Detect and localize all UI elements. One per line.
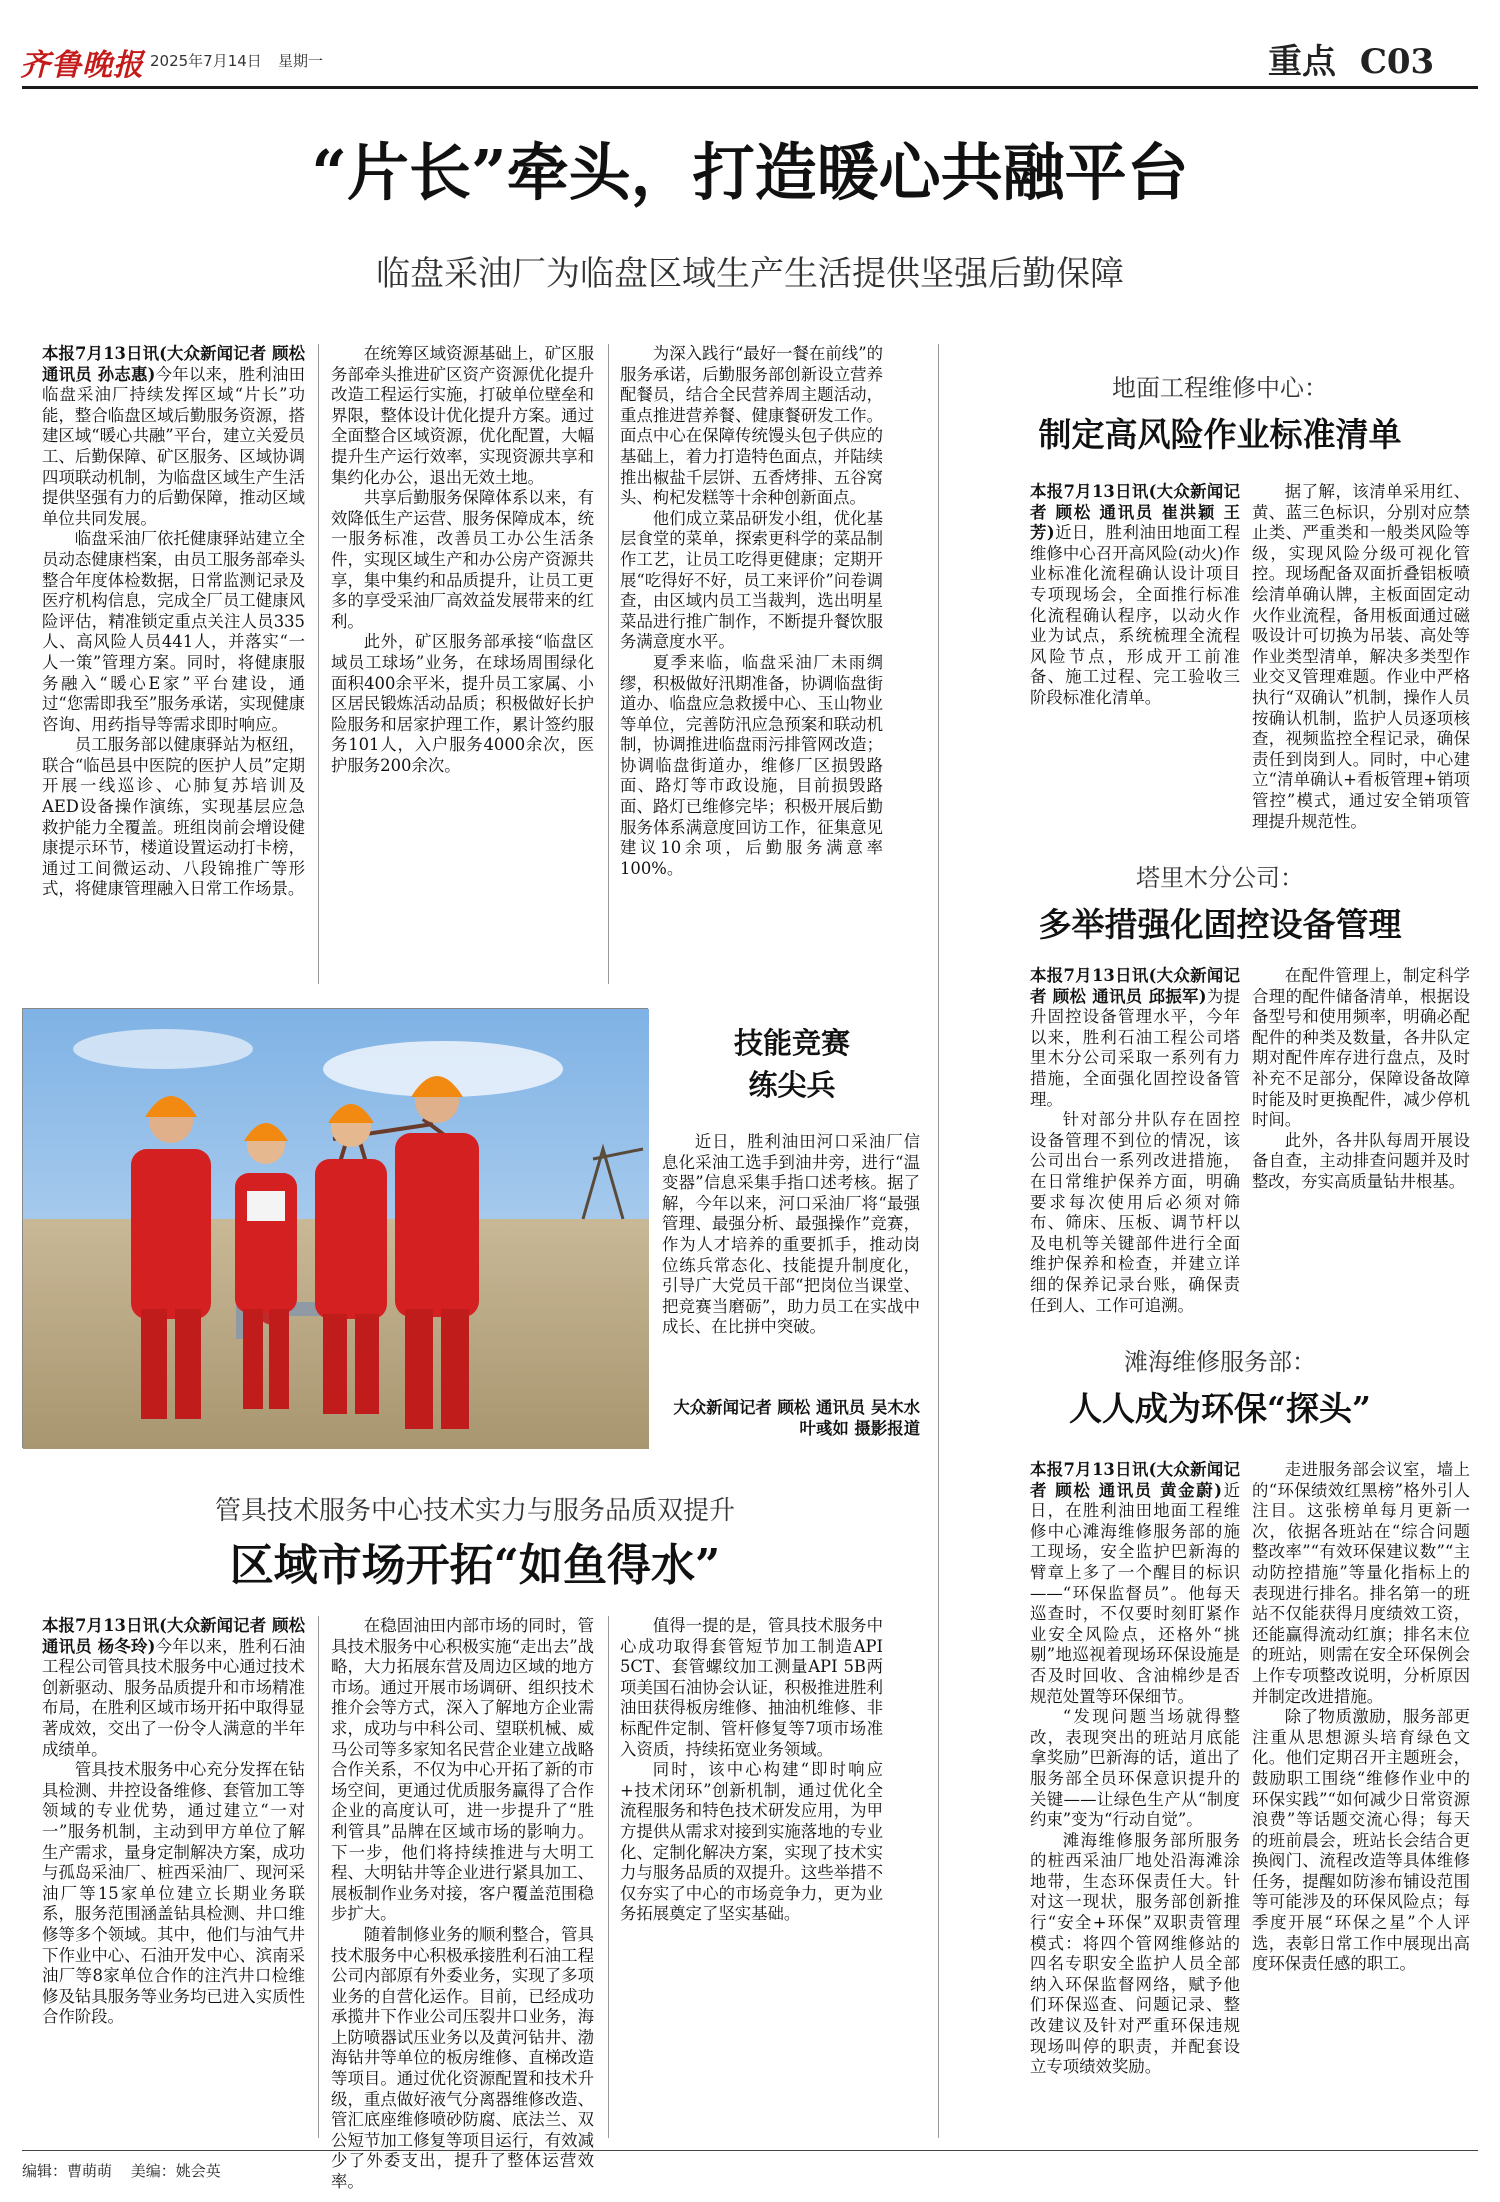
r1-col1	[1030, 482, 1240, 842]
pipe-col1	[42, 1616, 305, 2138]
pipe-headline: 区域市场开拓“如鱼得水”	[229, 1540, 721, 1591]
right-rail-divider	[938, 344, 939, 2138]
main-article-col3	[620, 344, 883, 984]
r2-kicker: 塔里木分公司：	[1136, 864, 1304, 892]
issue-weekday: 星期一	[278, 52, 324, 70]
r2-para-2: 在配件管理上，制定科学合理的配件储备清单，根据设备型号和使用频率，明确必配配件的种类及数量，各井队定期对配件库存进行盘点，及时补充不足部分，保障设备故障时能及时更换配件，减少停机时间。	[1252, 966, 1470, 1130]
footer-credits	[22, 2160, 221, 2181]
oilfield-workers-photo	[23, 1009, 649, 1449]
r2-para-1: 针对部分井队存在固控设备管理不到位的情况，该公司出台一系列改进措施，在日常维护保养方面，明确要求每次使用后必须对筛布、筛床、压板、调节杆以及电机等关键部件进行全面维护保养和检查，并建立详细的保养记录台账，确保责任到人、工作可追溯。	[1030, 1110, 1240, 1315]
pipe-para-2: 在稳固油田内部市场的同时，管具技术服务中心积极实施“走出去”战略，大力拓展东营及周边区域的地方市场。通过开展市场调研、组织技术推介会等方式，深入了解地方企业需求，成功与中科公司、望联机械、威马公司等多家知名民营企业建立战略合作关系，不仅为中心开拓了新的市场空间，更通过优质服务赢得了合作企业的高度认可，进一步提升了“胜利管具”品牌在区域市场的影响力。下一步，他们将持续推进与大明工程、大明钻井等企业进行紧具加工、展板制作业务对接，客户覆盖范围稳步扩大。	[331, 1616, 594, 1924]
photo-credit	[662, 1398, 920, 1442]
main-para-4: 共享后勤服务保障体系以来，有效降低生产运营、服务保障成本，统一服务标准，改善员工办公生活条件，实现区域生产和办公房产资源共享，集中集约和品质提升，让员工更多的享受采油厂高效益发展带来的红利。	[331, 488, 594, 631]
r2-col2	[1252, 966, 1470, 1312]
main-subheadline: 临盘采油厂为临盘区域生产生活提供坚强后勤保障	[376, 254, 1124, 294]
r1-headline: 制定高风险作业标准清单	[1038, 415, 1402, 454]
masthead-logo: 齐鲁晚报	[20, 48, 144, 83]
r2-para-3: 此外，各井队每周开展设备自查，主动排查问题并及时整改，夯实高质量钻井根基。	[1252, 1130, 1470, 1191]
main-para-0: 今年以来，胜利油田临盘采油厂持续发挥区域“片长”功能，整合临盘区域后勤服务资源，搭建区域“暖心共融”平台，建立关爱员工、后勤保障、矿区服务、区域协调四项联动机制，为临盘区域生产生活提供坚强有力的后勤保障，推动区域单位共同发展。	[42, 364, 306, 528]
pipe-para-4: 值得一提的是，管具技术服务中心成功取得套管短节加工制造API 5CT、套管螺纹加工测量API 5B两项美国石油协会认证，积极推进胜利油田获得板房维修、抽油机维修、非标配件定制、管杆修复等7项市场准入资质，持续拓宽业务领域。	[620, 1616, 883, 1759]
photo-title-line2: 练尖兵	[748, 1068, 836, 1102]
r2-headline: 多举措强化固控设备管理	[1038, 905, 1402, 944]
main-para-8: 夏季来临，临盘采油厂未雨绸缪，积极做好汛期准备，协调临盘街道办、临盘应急救援中心、玉山物业等单位，完善防汛应急预案和联动机制，协调推进临盘雨污排管网改造；协调临盘街道办，维修厂区损毁路面、路灯等市政设施，目前损毁路面、路灯已维修完毕；积极开展后勤服务体系满意度回访工作，征集意见建议10余项，后勤服务满意率100%。	[620, 652, 883, 878]
photo-title-line1: 技能竞赛	[733, 1026, 850, 1060]
r3-para-2: 滩海维修服务部所服务的桩西采油厂地处沿海滩涂地带，生态环保责任大。针对这一现状，服务部创新推行“安全+环保”双职责管理模式：将四个管网维修站的四名专职安全监护人员全部纳入环保监督网络，赋予他们环保巡查、问题记录、整改建议及针对严重环保违规现场叫停的职责，并配套设立专项绩效奖励。	[1030, 1830, 1240, 2077]
footer-rule	[22, 2150, 1478, 2151]
photo-credit-text: 大众新闻记者 顾松 通讯员 吴木水 叶彧如 摄影报道	[673, 1398, 920, 1438]
photo-title	[672, 1022, 912, 1106]
r3-col1	[1030, 1460, 1240, 2138]
masthead-rule	[22, 86, 1478, 89]
main-headline: “片长”牵头，打造暖心共融平台	[311, 136, 1189, 209]
photo-caption-text: 近日，胜利油田河口采油厂信息化采油工选手到油井旁，进行“温变器”信息采集手指口述考核。据了解，今年以来，河口采油厂将“最强管理、最强分析、最强操作”竞赛，作为人才培养的重要抓手，推动岗位练兵常态化、技能提升制度化，引导广大党员干部“把岗位当课堂、把竞赛当磨砺”，助力员工在实战中成长、在比拼中突破。	[662, 1132, 920, 1337]
r1-col2	[1252, 482, 1470, 842]
r2-byline: 本报7月13日讯(大众新闻记者 顾松 通讯员 邱振军)	[1030, 966, 1240, 1006]
r3-para-0: 近日，在胜利油田地面工程维修中心滩海维修服务部的施工现场，安全监护巴新海的臂章上多了一个醒目的标识——“环保监督员”。他每天巡查时，不仅要时刻盯紧作业安全风险点，还格外“挑剔”地巡视着现场环保设施是否及时回收、含油棉纱是否规范处置等环保细节。	[1030, 1480, 1241, 1706]
footer-editor: 编辑：曹萌萌	[22, 2162, 113, 2180]
main-para-3: 在统筹区域资源基础上，矿区服务部牵头推进矿区资产资源优化提升改造工程运行实施，打破单位壁垒和界限，整体设计优化提升方案。通过全面整合区域资源，优化配置，大幅提升生产运行效率，实现资源共享和集约化办公，退出无效土地。	[331, 344, 594, 487]
r1-byline: 本报7月13日讯(大众新闻记者 顾松 通讯员 崔洪颖 王芳)	[1030, 482, 1240, 543]
r1-kicker: 地面工程维修中心：	[1112, 374, 1328, 402]
r3-para-1: “发现问题当场就得整改，表现突出的班站月底能拿奖励”巴新海的话，道出了服务部全员环保意识提升的关键——让绿色生产从“制度约束”变为“行动自觉”。	[1030, 1707, 1240, 1830]
pipe-para-0: 今年以来，胜利石油工程公司管具技术服务中心通过技术创新驱动、服务品质提升和市场精准布局，在胜利区域市场开拓中取得显著成效，交出了一份令人满意的半年成绩单。	[42, 1636, 306, 1759]
r3-para-4: 除了物质激励，服务部更注重从思想源头培育绿色文化。他们定期召开主题班会，鼓励职工围绕“维修作业中的环保实践”“如何减少日常资源浪费”等话题交流心得；每天的班前晨会，班站长会结合更换阀门、流程改造等具体维修任务，提醒如防渗布铺设范围等可能涉及的环保风险点；每季度开展“环保之星”个人评选，表彰日常工作中展现出高度环保责任感的职工。	[1252, 1707, 1470, 1974]
page-number: C03	[1359, 42, 1435, 82]
main-para-6: 为深入践行“最好一餐在前线”的服务承诺，后勤服务部创新设立营养配餐员，结合全民营养周主题活动，重点推进营养餐、健康餐研发工作。面点中心在保障传统馒头包子供应的基础上，着力打造特色面点，并陆续推出椒盐千层饼、五香烤排、五谷窝头、枸杞发糕等十余种创新面点。	[620, 344, 883, 508]
photo-caption	[662, 1132, 920, 1364]
issue-date: 2025年7月14日	[150, 52, 262, 70]
r1-para-1: 据了解，该清单采用红、黄、蓝三色标识，分别对应禁止类、严重类和一般类风险等级，实现风险分级可视化管控。现场配备双面折叠铝板喷绘清单确认牌，主板面固定动火作业流程，备用板面通过磁吸设计可切换为吊装、高处等作业类型清单，解决多类型作业交叉管理难题。作业中严格执行“双确认”机制，操作人员按确认机制，监护人员逐项核查，视频监控全程记录，确保责任到岗到人。同时，中心建立“清单确认+看板管理+销项管控”模式，通过安全销项管理提升规范性。	[1252, 482, 1470, 831]
col-divider	[318, 344, 319, 984]
r3-para-3: 走进服务部会议室，墙上的“环保绩效红黑榜”格外引人注目。这张榜单每月更新一次，依据各班站在“综合问题整改率”“有效环保建议数”“主动防控措施”等量化指标上的表现进行排名。排名第一的班站不仅能获得月度绩效工资，还能赢得流动红旗；排名末位的班站，则需在安全环保例会上作专项整改说明，分析原因并制定改进措施。	[1252, 1460, 1470, 1706]
main-article-col1	[42, 344, 305, 984]
pipe-byline: 本报7月13日讯(大众新闻记者 顾松 通讯员 杨冬玲)	[42, 1616, 305, 1656]
r3-kicker: 滩海维修服务部：	[1124, 1348, 1316, 1376]
r1-para-0: 近日，胜利油田地面工程维修中心召开高风险(动火)作业标准化流程确认设计项目专项现场会，全面推行标准化流程确认程序，以动火作业为试点，系统梳理全流程风险节点，形成开工前准备、施工过程、完工验收三阶段标准化清单。	[1030, 523, 1240, 707]
pipe-kicker: 管具技术服务中心技术实力与服务品质双提升	[214, 1496, 735, 1526]
r3-byline: 本报7月13日讯(大众新闻记者 顾松 通讯员 黄金蔚)	[1030, 1460, 1240, 1500]
main-byline: 本报7月13日讯(大众新闻记者 顾松 通讯员 孙志惠)	[42, 344, 305, 384]
footer-designer: 美编：姚会英	[130, 2162, 221, 2180]
r2-col1	[1030, 966, 1241, 1315]
section-label	[1268, 34, 1434, 83]
pipe-para-5: 同时，该中心构建“即时响应+技术闭环”创新机制，通过优化全流程服务和特色技术研发应用，为甲方提供从需求对接到实施落地的专业化、定制化解决方案，实现了技术实力与服务品质的双提升。这些举措不仅夯实了中心的市场竞争力，更为业务拓展奠定了坚实基础。	[620, 1760, 883, 1924]
news-photo	[22, 1008, 648, 1448]
pipe-para-1: 管具技术服务中心充分发挥在钻具检测、井控设备维修、套管加工等领域的专业优势，通过建立“一对一”服务机制，主动到甲方单位了解生产需求，量身定制解决方案，成功与孤岛采油厂、桩西采油厂、现河采油厂等15家单位建立长期业务联系，服务范围涵盖钻具检测、井口维修等多个领域。其中，他们与油气井下作业中心、石油开发中心、滨南采油厂等8家单位合作的注汽井口检维修及钻具服务等业务均已进入实质性合作阶段。	[42, 1760, 305, 2027]
pipe-col3	[620, 1616, 883, 2138]
r3-col2	[1252, 1460, 1470, 2138]
section-name: 重点	[1268, 42, 1336, 82]
r3-headline: 人人成为环保“探头”	[1069, 1389, 1371, 1428]
col-divider	[608, 1616, 609, 2138]
main-para-1: 临盘采油厂依托健康驿站建立全员动态健康档案，由员工服务部牵头整合年度体检数据，日常监测记录及医疗机构信息，完成全厂员工健康风险评估，精准锁定重点关注人员335人、高风险人员441人，并落实“一人一策”管理方案。同时，将健康服务融入“暖心E家”平台建设，通过“您需即我至”服务承诺，实现健康咨询、用药指导等需求即时响应。	[42, 529, 305, 734]
col-divider	[318, 1616, 319, 2138]
col-divider	[608, 344, 609, 984]
main-para-5: 此外，矿区服务部承接“临盘区域员工球场”业务，在球场周围绿化面积400余平米，提升员工家属、小区居民锻炼活动品质；积极做好长护险服务和居家护理工作，累计签约服务101人，入户服务4000余次，医护服务200余次。	[331, 632, 594, 775]
main-para-2: 员工服务部以健康驿站为枢纽，联合“临邑县中医院的医护人员”定期开展一线巡诊、心肺复苏培训及AED设备操作演练，实现基层应急救护能力全覆盖。班组岗前会增设健康提示环节，楼道设置运动打卡榜，通过工间微运动、八段锦推广等形式，将健康管理融入日常工作场景。	[42, 735, 305, 899]
main-article-col2	[331, 344, 594, 984]
pipe-para-3: 随着制修业务的顺利整合，管具技术服务中心积极承接胜利石油工程公司内部原有外委业务，实现了多项业务的自营化运作。目前，已经成功承揽井下作业公司压裂井口业务，海上防喷器试压业务以及黄河钻井、渤海钻井等单位的板房维修、直梯改造等项目。通过优化资源配置和技术升级，重点做好液气分离器维修改造、管汇底座维修喷砂防腐、底法兰、双公短节加工修复等项目运行，有效减少了外委支出，提升了整体运营效率。	[331, 1924, 594, 2192]
r2-para-0: 为提升固控设备管理水平，今年以来，胜利石油工程公司塔里木分公司采取一系列有力措施，全面强化固控设备管理。	[1030, 986, 1241, 1109]
pipe-col2	[331, 1616, 594, 2192]
main-para-7: 他们成立菜品研发小组，优化基层食堂的菜单，探索更科学的菜品制作工艺，让员工吃得更健康；定期开展“吃得好不好，员工来评价”问卷调查，由区域内员工当裁判，选出明星菜品进行推广制作，不断提升餐饮服务满意度水平。	[620, 508, 883, 652]
